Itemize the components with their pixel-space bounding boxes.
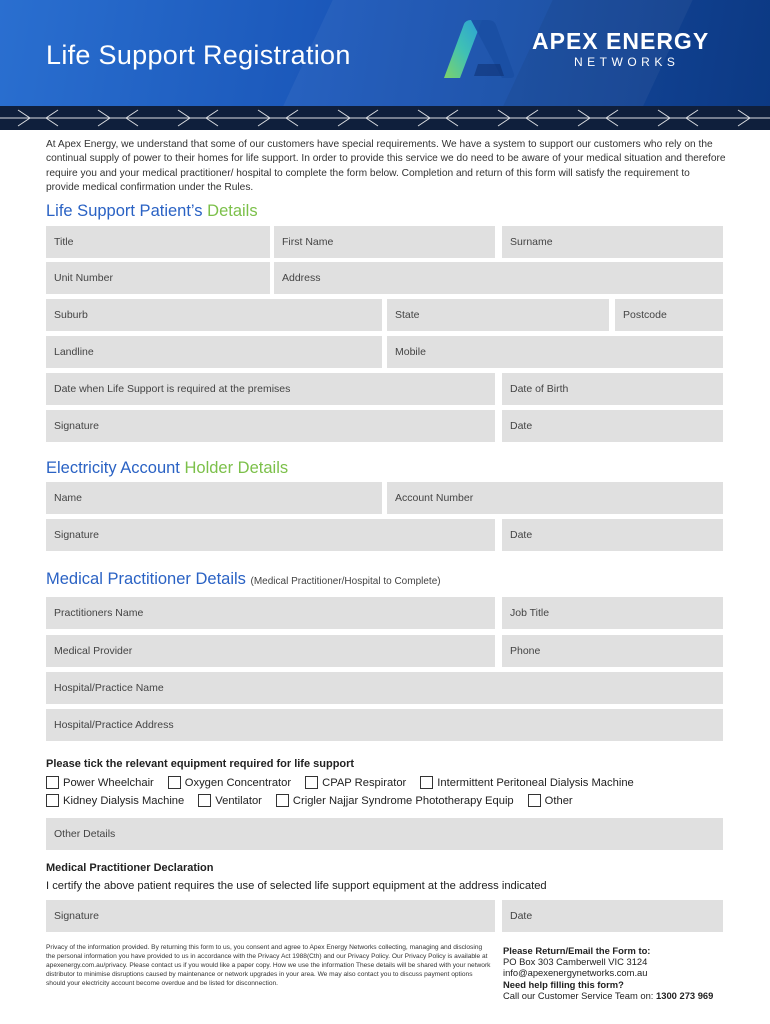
declaration-date-field[interactable]: Date: [502, 900, 723, 932]
help-heading: Need help filling this form?: [503, 978, 624, 990]
section-heading-main: Electricity Account: [46, 459, 180, 477]
account-number-field[interactable]: Account Number: [387, 482, 723, 514]
equipment-option[interactable]: Power Wheelchair: [46, 776, 154, 789]
return-heading: Please Return/Email the Form to:: [503, 945, 651, 956]
checkbox[interactable]: [276, 794, 289, 807]
suburb-field[interactable]: Suburb: [46, 299, 382, 331]
medical-provider-field[interactable]: Medical Provider: [46, 635, 495, 667]
checkbox[interactable]: [46, 794, 59, 807]
postcode-field[interactable]: Postcode: [615, 299, 723, 331]
patient-signature-field[interactable]: Signature: [46, 410, 495, 442]
hospital-name-field[interactable]: Hospital/Practice Name: [46, 672, 723, 704]
date-required-field[interactable]: Date when Life Support is required at the premises: [46, 373, 495, 405]
return-email[interactable]: info@apexenergynetworks.com.au: [503, 967, 648, 979]
section-heading-patient: [46, 202, 258, 221]
equipment-option[interactable]: CPAP Respirator: [305, 776, 406, 789]
practitioners-name-field[interactable]: Practitioners Name: [46, 597, 495, 629]
return-address: PO Box 303 Camberwell VIC 3124: [503, 956, 648, 968]
checkbox[interactable]: [198, 794, 211, 807]
landline-field[interactable]: Landline: [46, 336, 382, 368]
account-date-field[interactable]: Date: [502, 519, 723, 551]
job-title-field[interactable]: Job Title: [502, 597, 723, 629]
other-details-field[interactable]: Other Details: [46, 818, 723, 850]
section-heading-note: (Medical Practitioner/Hospital to Complete): [250, 576, 441, 587]
pattern-strip: [0, 106, 770, 130]
declaration-signature-field[interactable]: Signature: [46, 900, 495, 932]
checkbox[interactable]: [528, 794, 541, 807]
equipment-option[interactable]: Oxygen Concentrator: [168, 776, 291, 789]
surname-field[interactable]: Surname: [502, 226, 723, 258]
account-signature-field[interactable]: Signature: [46, 519, 495, 551]
declaration-title: Medical Practitioner Declaration: [46, 862, 214, 874]
section-heading-account: [46, 459, 288, 478]
equipment-option[interactable]: Ventilator: [198, 794, 262, 807]
address-field[interactable]: Address: [274, 262, 723, 294]
declaration-text: I certify the above patient requires the use of selected life support equipment at the address indicated: [46, 880, 547, 892]
title-field[interactable]: Title: [46, 226, 270, 258]
call-text: Call our Customer Service Team on:: [503, 989, 654, 1001]
equipment-row-1: [46, 776, 634, 789]
section-heading-main: Medical Practitioner Details: [46, 570, 246, 588]
checkbox[interactable]: [46, 776, 59, 789]
equipment-row-2: [46, 794, 573, 807]
brand-name: APEX ENERGY: [532, 28, 710, 54]
privacy-notice: Privacy of the information provided. By returning this form to us, you consent and agree to Apex Energy Networks collecting, managing and disclosing the personal information you have provided to us in accordance with the Privacy Act 1988(Cth) and our Privacy Policy. Our Privacy Policy is available at apexenergy.com.au/privacy. Please contact us if you would like a paper copy. How we use the information These details will be shared with your network distributor to minimise disruptions caused by maintenance or network upgrades in your area. We may also contact you to discuss payment options should your electricity account become overdue and be listed for disconnection.: [46, 944, 491, 987]
section-heading-light: Details: [207, 202, 258, 220]
account-name-field[interactable]: Name: [46, 482, 382, 514]
phone-number[interactable]: 1300 273 969: [656, 989, 714, 1001]
brand-subtitle: NETWORKS: [574, 55, 680, 69]
unit-number-field[interactable]: Unit Number: [46, 262, 270, 294]
equipment-option[interactable]: Intermittent Peritoneal Dialysis Machine: [420, 776, 634, 789]
checkbox[interactable]: [305, 776, 318, 789]
page-header: [0, 0, 770, 106]
state-field[interactable]: State: [387, 299, 609, 331]
date-of-birth-field[interactable]: Date of Birth: [502, 373, 723, 405]
section-heading-light: Holder Details: [184, 459, 289, 477]
equipment-option[interactable]: Other: [528, 794, 573, 807]
equipment-option[interactable]: Kidney Dialysis Machine: [46, 794, 184, 807]
page-title: Life Support Registration: [46, 40, 351, 70]
patient-date-field[interactable]: Date: [502, 410, 723, 442]
apex-logo-icon: [438, 20, 528, 80]
checkbox[interactable]: [168, 776, 181, 789]
equipment-option[interactable]: Crigler Najjar Syndrome Phototherapy Equip: [276, 794, 514, 807]
equipment-title: Please tick the relevant equipment required for life support: [46, 758, 355, 770]
hospital-address-field[interactable]: Hospital/Practice Address: [46, 709, 723, 741]
return-info: [503, 945, 763, 1001]
section-heading-medical: [46, 570, 441, 589]
mobile-field[interactable]: Mobile: [387, 336, 723, 368]
section-heading-main: Life Support Patient’s: [46, 202, 203, 220]
phone-field[interactable]: Phone: [502, 635, 723, 667]
intro-paragraph: At Apex Energy, we understand that some of our customers have special requirements. We have a system to support our customers who rely on the continual supply of power to their homes for life support. In order to provide this service we do need to be aware of your medical situation and therefore require you and your medical practitioner/ hospital to complete the form below. Completion and return of this form will satisfy the requirement to provide medical confirmation under the Rules.: [46, 139, 726, 194]
checkbox[interactable]: [420, 776, 433, 789]
first-name-field[interactable]: First Name: [274, 226, 495, 258]
